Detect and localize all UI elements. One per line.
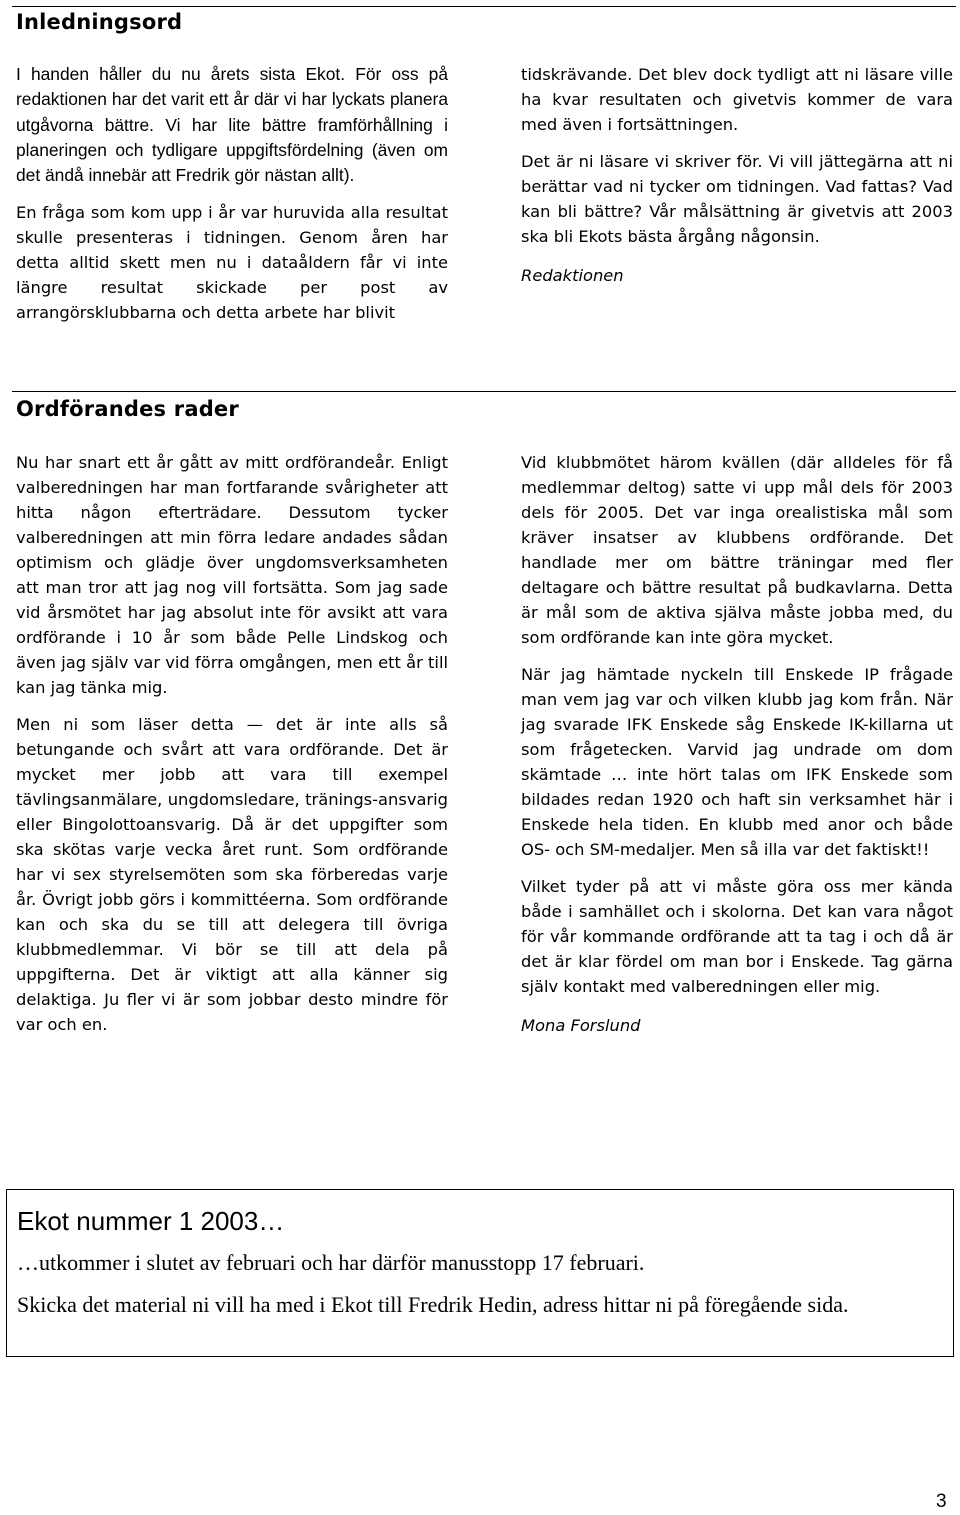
page-number: 3 xyxy=(936,1491,947,1512)
section1-paragraph-3: tidskrävande. Det blev dock tydligt att ni läsare ville ha kvar resultaten och givetvis kommer de vara med även i fortsättningen. xyxy=(521,65,953,134)
section2-signature: Mona Forslund xyxy=(521,1016,641,1035)
section2-right-column xyxy=(521,450,953,1038)
section2-left-column xyxy=(16,450,448,1049)
section1-left-column xyxy=(16,62,448,337)
section2-paragraph-5: Vilket tyder på att vi måste göra oss mer kända både i samhället och i skolorna. Det kan vara något för vår kommande ordförande att ta tag i och då är det är klar fördel om man bor i Enskede. Tag gärna själv kontakt med valberedningen eller mig. xyxy=(521,877,953,996)
section1-paragraph-2: En fråga som kom upp i år var huruvida alla resultat skulle presenteras i tidningen. Genom åren har detta alltid skett men nu i dataåldern får vi inte längre resultat skickade per post av arrangörsklubbarna och detta arbete har blivit xyxy=(16,203,448,323)
section2-paragraph-4: När jag hämtade nyckeln till Enskede IP frågade man vem jag var och vilken klubb jag kom från. När jag svarade IFK Enskede såg Enskede IK-killarna ut som frågetecken. Varvid jag undrade om dom skämtade … inte hört talas om IFK Enskede som bildades redan 1920 och haft sin verksamhet här i Enskede hela tiden. En klubb med anor och både OS- och SM-medaljer. Men så illa var det faktiskt!! xyxy=(521,665,953,859)
section2-paragraph-1: Nu har snart ett år gått av mitt ordförandeår. Enligt valberedningen har man fortfarande svårigheter att hitta någon efterträdare. Dessutom tycker valberedningen att min förra ledare andades sådan optimism och glädje över ungdomsverksamheten att man tror att jag nog vill fortsätta. Som jag sade vid årsmötet har jag absolut inte för avsikt att vara ordförande i 10 år som både Pelle Lindskog och även jag själv var vid förra omgången, men ett år till kan jag tänka mig. xyxy=(16,453,448,697)
section1-signature: Redaktionen xyxy=(521,266,624,285)
notice-title: Ekot nummer 1 2003… xyxy=(17,1206,285,1236)
section1-right-column xyxy=(521,62,953,288)
section1-paragraph-1: I handen håller du nu årets sista Ekot. För oss på redaktionen har det varit ett år där vi har lyckats planera utgåvorna bättre. Vi har lite bättre framförhållning i planeringen och tydligare uppgiftsfördelning (även om det ändå innebär att Fredrik gör nästan allt). xyxy=(16,64,448,186)
notice-line-1: …utkommer i slutet av februari och har därför manusstopp 17 februari. xyxy=(17,1250,645,1275)
section-title-inledningsord: Inledningsord xyxy=(16,10,183,34)
section2-paragraph-2: Men ni som läser detta — det är inte alls så betungande och svårt att vara ordförande. Det är mycket mer jobb att vara till exempel tävlingsanmälare, ungdomsledare, tränings-ansvarig eller Bingolottoansvarig. Då är det uppgifter som ska skötas varje vecka året runt. Som ordförande har vi sex styrelsemöten som ska förberedas varje år. Övrigt jobb görs i kommittéerna. Som ordförande kan och ska du se till att delegera till övriga klubbmedlemmar. Vi bör se till att dela på uppgifterna. Det är viktigt att alla känner sig delaktiga. Ju fler vi är som jobbar desto mindre för var och en. xyxy=(16,715,448,1034)
section2-paragraph-3: Vid klubbmötet härom kvällen (där alldeles för få medlemmar deltog) satte vi upp mål dels för 2003 dels för 2005. Det var inga orealistiska mål som kräver insatser av klubbens ordförande. Det handlade mer om bättre träningar med fler deltagare och bättre resultat på budkavlarna. Detta är mål som de aktiva själva måste jobba med, du som ordförande kan inte göra mycket. xyxy=(521,453,953,647)
notice-line-2: Skicka det material ni vill ha med i Ekot till Fredrik Hedin, adress hittar ni på föregående sida. xyxy=(17,1292,849,1317)
section-title-ordforandes-rader: Ordförandes rader xyxy=(16,397,239,421)
section2-rule xyxy=(12,391,956,392)
notice-box xyxy=(6,1189,954,1357)
section1-paragraph-4: Det är ni läsare vi skriver för. Vi vill jättegärna att ni berättar vad ni tycker om tidningen. Vad fattas? Vad kan bli bättre? Vår målsättning är givetvis att 2003 ska bli Ekots bästa årgång någonsin. xyxy=(521,152,953,246)
top-rule xyxy=(12,6,956,7)
